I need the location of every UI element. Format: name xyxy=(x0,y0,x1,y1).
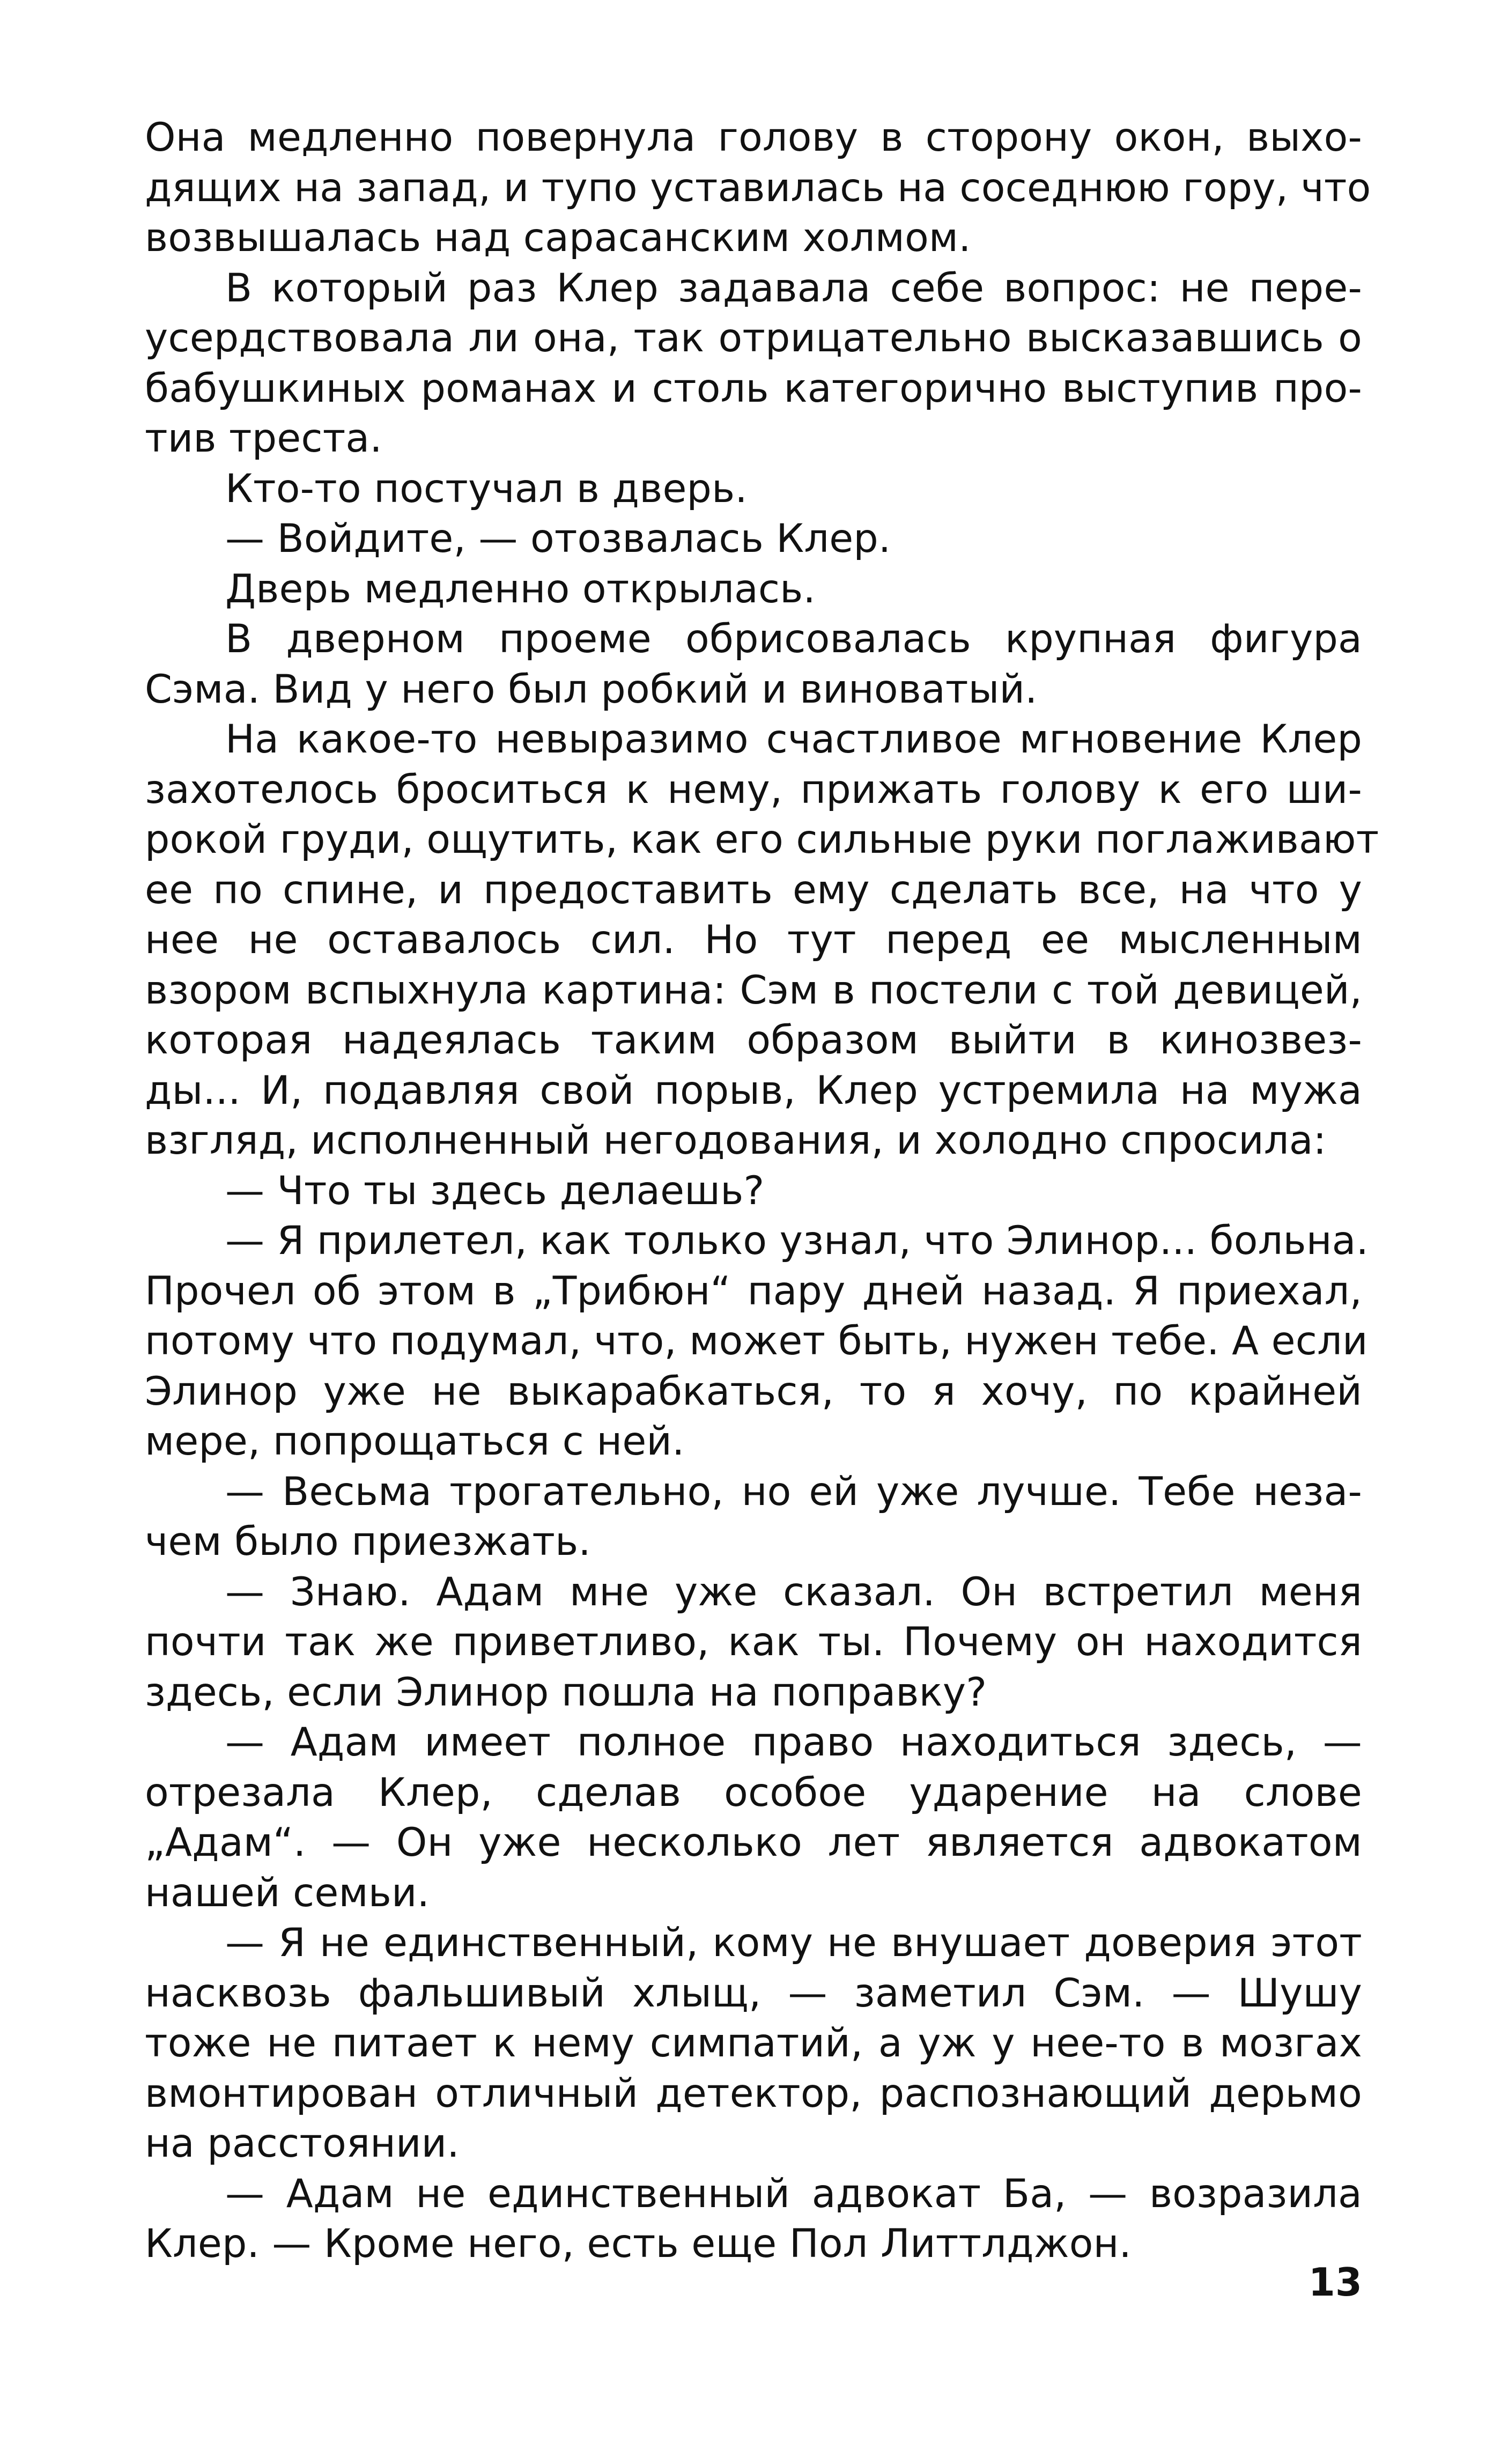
text-line: — Адам имеет полное право находиться здесь, — xyxy=(225,1720,1362,1765)
text-line: — Адам не единственный адвокат Ба, — возразила xyxy=(225,2171,1362,2217)
text-line: потому что подумал, что, может быть, нужен тебе. А если xyxy=(145,1318,1368,1364)
text-line: нашей семьи. xyxy=(145,1870,430,1916)
text-line: которая надеялась таким образом выйти в кинозвез- xyxy=(145,1017,1362,1063)
text-line: — Что ты здесь делаешь? xyxy=(225,1168,765,1214)
text-line: усердствовала ли она, так отрицательно высказавшись о xyxy=(145,315,1362,361)
text-line: ее по спине, и предоставить ему сделать все, на что у xyxy=(145,867,1362,913)
text-line: Она медленно повернула голову в сторону окон, выхо- xyxy=(145,115,1362,160)
text-line: — Войдите, — отозвалась Клер. xyxy=(225,516,891,562)
text-line: Кто-то постучал в дверь. xyxy=(225,466,748,512)
text-line: Элинор уже не выкарабкаться, то я хочу, по крайней xyxy=(145,1368,1362,1414)
text-line: здесь, если Элинор пошла на поправку? xyxy=(145,1669,987,1715)
page-number: 13 xyxy=(1308,2260,1362,2305)
text-line: взгляд, исполненный негодования, и холодно спросила: xyxy=(145,1118,1327,1163)
text-line: захотелось броситься к нему, прижать голову к его ши- xyxy=(145,766,1362,813)
text-line: В который раз Клер задавала себе вопрос: не пере- xyxy=(225,265,1362,311)
text-line: — Весьма трогательно, но ей уже лучше. Тебе неза- xyxy=(225,1469,1362,1515)
text-line: дящих на запад, и тупо уставилась на соседнюю гору, что xyxy=(145,165,1371,211)
text-line: почти так же приветливо, как ты. Почему он находится xyxy=(145,1619,1362,1665)
text-line: Сэма. Вид у него был робкий и виноватый. xyxy=(145,666,1038,712)
text-line: тоже не питает к нему симпатий, а уж у нее-то в мозгах xyxy=(145,2020,1362,2066)
text-line: взором вспыхнула картина: Сэм в постели с той девицей, xyxy=(145,967,1362,1013)
text-line: бабушкиных романах и столь категорично выступив про- xyxy=(145,365,1362,411)
text-line: нее не оставалось сил. Но тут перед ее мысленным xyxy=(145,917,1362,963)
text-line: тив треста. xyxy=(145,416,382,461)
text-line: В дверном проеме обрисовалась крупная фигура xyxy=(225,616,1362,662)
text-line: возвышалась над сарасанским холмом. xyxy=(145,215,971,261)
text-line: отрезала Клер, сделав особое ударение на слове xyxy=(145,1769,1362,1816)
text-line: Прочел об этом в „Трибюн“ пару дней назад. Я приехал, xyxy=(145,1268,1362,1314)
text-line: чем было приезжать. xyxy=(145,1519,591,1565)
text-line: Дверь медленно открылась. xyxy=(225,566,816,612)
text-line: На какое-то невыразимо счастливое мгновение Клер xyxy=(225,717,1362,762)
text-line: — Я прилетел, как только узнал, что Элинор... больна. xyxy=(225,1218,1369,1264)
text-line: — Знаю. Адам мне уже сказал. Он встретил меня xyxy=(225,1569,1362,1615)
text-line: ды... И, подавляя свой порыв, Клер устремила на мужа xyxy=(145,1067,1362,1113)
text-line: насквозь фальшивый хлыщ, — заметил Сэм. — Шушу xyxy=(145,1970,1362,2016)
text-line: мере, попрощаться с ней. xyxy=(145,1419,685,1464)
page-text xyxy=(145,113,1379,2269)
text-line: на расстоянии. xyxy=(145,2121,460,2166)
text-line: вмонтирован отличный детектор, распознающий дерьмо xyxy=(145,2070,1362,2116)
text-line: Клер. — Кроме него, есть еще Пол Литтлджон. xyxy=(145,2221,1132,2267)
text-line: „Адам“. — Он уже несколько лет является адвокатом xyxy=(145,1820,1362,1865)
text-line: — Я не единственный, кому не внушает доверия этот xyxy=(225,1920,1362,1966)
text-line: рокой груди, ощутить, как его сильные руки поглаживают xyxy=(145,817,1379,862)
